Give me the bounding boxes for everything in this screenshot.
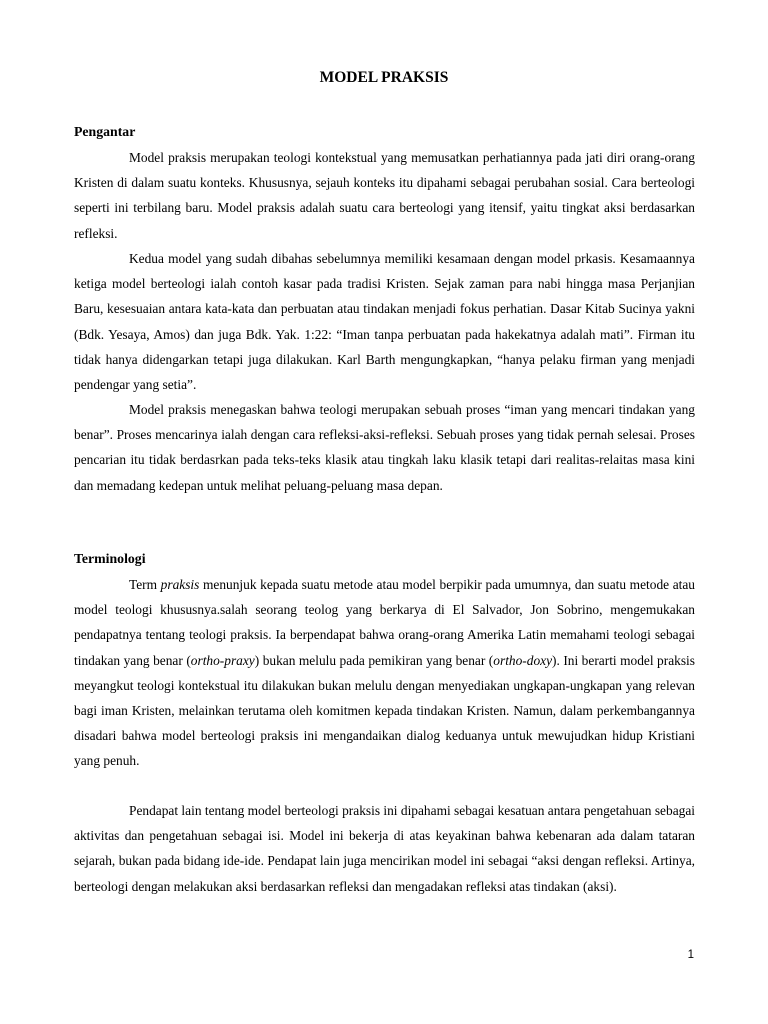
paragraph [74, 572, 695, 774]
text-run: Term [129, 577, 161, 592]
paragraph: Kedua model yang sudah dibahas sebelumnya memiliki kesamaan dengan model prkasis. Kesamaannya ketiga model berteologi ialah contoh kasar pada tradisi Kristen. Sejak zaman para nabi hingga masa Perjanjian Baru, kesesuaian antara kata-kata dan perbuatan atau tindakan menjadi fokus perhatian. Dasar Kitab Sucinya yakni (Bdk. Yesaya, Amos) dan juga Bdk. Yak. 1:22: “Iman tanpa perbuatan pada hakekatnya adalah mati”. Firman itu tidak hanya didengarkan tetapi juga dilakukan. Karl Barth mengungkapkan, “hanya pelaku firman yang menjadi pendengar yang setia”. [74, 251, 695, 393]
italic-term: ortho-praxy [190, 652, 255, 668]
text-run: menunjuk kepada suatu metode atau model berpikir pada umumnya, dan suatu metode atau model teologi khususnya.salah seorang teolog yang berkarya di El Salvador, Jon Sobrino, mengemukakan pendapatnya tentang teologi praksis. Ia berpendapat bahwa orang-orang Amerika Latin memahami teologi sebagai tindakan yang benar ( [74, 577, 695, 668]
section-heading-pengantar: Pengantar [74, 124, 136, 139]
page-number: 1 [687, 949, 694, 961]
paragraph: Model praksis menegaskan bahwa teologi merupakan sebuah proses “iman yang mencari tindakan yang benar”. Proses mencarinya ialah dengan cara refleksi-aksi-refleksi. Sebuah proses yang tidak pernah selesai. Proses pencarian itu tidak berdasrkan pada teks-teks klasik atau tingkah laku klasik tetapi dari realitas-relaitas masa kini dan memadang kedepan untuk melihat peluang-peluang masa depan. [74, 402, 695, 493]
text-run: ) bukan melulu pada pemikiran yang benar ( [254, 652, 494, 668]
italic-term: praksis [160, 577, 200, 592]
document-title: MODEL PRAKSIS [319, 69, 449, 86]
section-heading-terminologi: Terminologi [74, 551, 146, 566]
text-run: ). Ini berarti model praksis meyangkut teologi kontekstual itu dilakukan bukan melulu dengan menyediakan ungkapan-ungkapan yang relevan bagi iman Kristen, melainkan terutama oleh komitmen kepada tindakan Kristen. Namun, dalam perkembangannya disadari bahwa model berteologi praksis ini mengandaikan dialog keduanya untuk mewujudkan hidup Kristiani yang penuh. [74, 652, 695, 769]
paragraph: Model praksis merupakan teologi kontekstual yang memusatkan perhatiannya pada jati diri orang-orang Kristen di dalam suatu konteks. Khususnya, sejauh konteks itu dipahami sebagai perubahan sosial. Cara berteologi seperti ini terbilang baru. Model praksis adalah suatu cara berteologi yang itensif, yaitu tingkat aksi berdasarkan refleksi. [74, 150, 695, 241]
paragraph: Pendapat lain tentang model berteologi praksis ini dipahami sebagai kesatuan antara pengetahuan sebagai aktivitas dan pengetahuan sebagai isi. Model ini bekerja di atas keyakinan bahwa kebenaran ada dalam tataran sejarah, bukan pada bidang ide-ide. Pendapat lain juga mencirikan model ini sebagai “aksi dengan refleksi. Artinya, berteologi dengan melakukan aksi berdasarkan refleksi dan mengadakan refleksi atas tindakan (aksi). [74, 803, 695, 894]
italic-term: ortho-doxy [493, 652, 553, 668]
